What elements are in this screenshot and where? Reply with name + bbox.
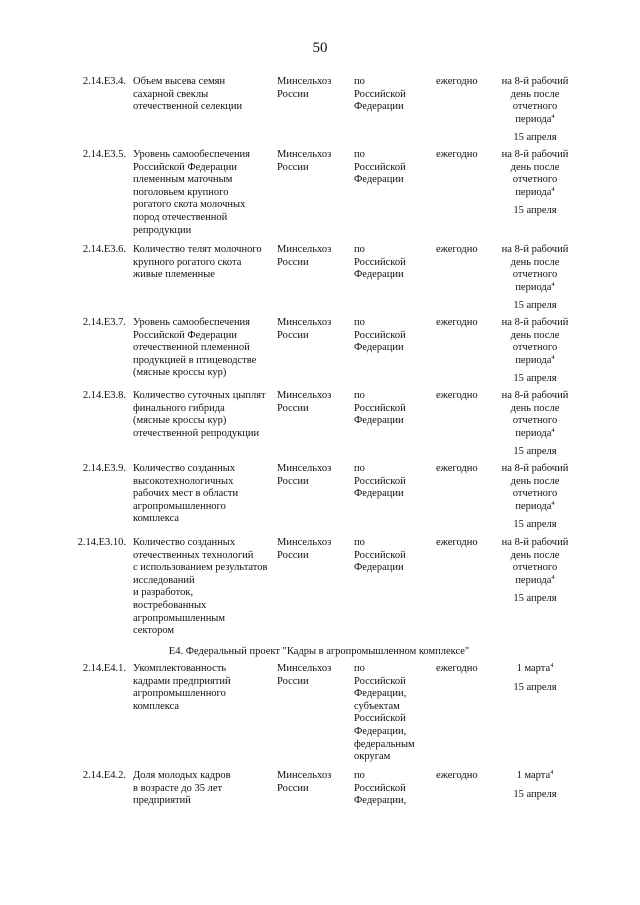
deadline: на 8-й рабочий день после отчетного периода$^4$ 15 апреля xyxy=(501,537,569,605)
indicator-name: Уровень самообеспечения Российской Федерации отечественной племенной продукцией в птицеводстве (мясные кроссы кур) xyxy=(133,317,257,379)
footnote-marker: 4 xyxy=(551,280,555,288)
periodicity: ежегодно xyxy=(436,244,478,255)
responsible-agency: Минсельхоз России xyxy=(277,770,332,794)
responsible-agency: Минсельхоз России xyxy=(277,317,332,341)
deadline: 1 марта$^4$ 15 апреля xyxy=(513,662,557,693)
section-title: Е4. Федеральный проект "Кадры в агропромышленном комплексе" xyxy=(168,646,470,657)
indicator-code: 2.14.Е3.9. xyxy=(82,463,126,474)
responsible-agency: Минсельхоз России xyxy=(277,390,332,414)
indicator-code: 2.14.Е4.2. xyxy=(82,770,126,781)
aggregation-level: по Российской Федерации, xyxy=(354,770,407,807)
periodicity: ежегодно xyxy=(436,463,478,474)
aggregation-level: по Российской Федерации, субъектам Российской Федерации, федеральным округам xyxy=(354,663,415,763)
indicator-name: Укомплектованность кадрами предприятий агропромышленного комплекса xyxy=(133,663,231,712)
periodicity: ежегодно xyxy=(436,663,478,674)
indicator-name: Объем высева семян сахарной свеклы отечественной селекции xyxy=(133,76,243,113)
aggregation-level: по Российской Федерации xyxy=(354,390,406,427)
aggregation-level: по Российской Федерации xyxy=(354,317,406,354)
periodicity: ежегодно xyxy=(436,149,478,160)
aggregation-level: по Российской Федерации xyxy=(354,149,406,186)
indicator-name: Количество суточных цыплят финального гибрида (мясные кроссы кур) отечественной репродукции xyxy=(133,390,266,439)
indicator-code: 2.14.Е3.6. xyxy=(82,244,126,255)
aggregation-level: по Российской Федерации xyxy=(354,76,406,113)
periodicity: ежегодно xyxy=(436,317,478,328)
deadline: 1 марта$^4$ 15 апреля xyxy=(513,769,557,800)
deadline: на 8-й рабочий день после отчетного периода$^4$ 15 апреля xyxy=(501,463,569,531)
indicator-name: Количество созданных отечественных технологий с использованием результатов исследований и разработок, востребованных агропромышленным сектором xyxy=(133,537,268,637)
deadline: на 8-й рабочий день после отчетного периода$^4$ 15 апреля xyxy=(501,317,569,385)
indicator-name: Количество созданных высокотехнологичных рабочих мест в области агропромышленного комплекса xyxy=(133,463,239,525)
footnote-marker: 4 xyxy=(551,426,555,434)
aggregation-level: по Российской Федерации xyxy=(354,244,406,281)
periodicity: ежегодно xyxy=(436,390,478,401)
footnote-marker: 4 xyxy=(551,499,555,507)
indicator-name: Доля молодых кадров в возрасте до 35 лет предприятий xyxy=(133,770,231,807)
indicator-code: 2.14.Е4.1. xyxy=(82,663,126,674)
deadline: на 8-й рабочий день после отчетного периода$^4$ 15 апреля xyxy=(501,244,569,312)
indicator-code: 2.14.Е3.7. xyxy=(82,317,126,328)
deadline: на 8-й рабочий день после отчетного периода$^4$ 15 апреля xyxy=(501,76,569,144)
footnote-marker: 4 xyxy=(551,353,555,361)
periodicity: ежегодно xyxy=(436,76,478,87)
indicator-code: 2.14.Е3.10. xyxy=(77,537,126,548)
deadline: на 8-й рабочий день после отчетного периода$^4$ 15 апреля xyxy=(501,149,569,217)
responsible-agency: Минсельхоз России xyxy=(277,463,332,487)
aggregation-level: по Российской Федерации xyxy=(354,463,406,500)
responsible-agency: Минсельхоз России xyxy=(277,76,332,100)
footnote-marker: 4 xyxy=(550,662,554,669)
footnote-marker: 4 xyxy=(550,769,554,776)
footnote-marker: 4 xyxy=(551,573,555,581)
indicator-name: Количество телят молочного крупного рогатого скота живые племенные xyxy=(133,244,262,281)
responsible-agency: Минсельхоз России xyxy=(277,537,332,561)
indicator-code: 2.14.Е3.4. xyxy=(82,76,126,87)
indicator-code: 2.14.Е3.8. xyxy=(82,390,126,401)
periodicity: ежегодно xyxy=(436,770,478,781)
page-number: 50 xyxy=(312,40,328,56)
footnote-marker: 4 xyxy=(551,185,555,193)
periodicity: ежегодно xyxy=(436,537,478,548)
indicator-code: 2.14.Е3.5. xyxy=(82,149,126,160)
aggregation-level: по Российской Федерации xyxy=(354,537,406,574)
indicator-name: Уровень самообеспечения Российской Федерации племенным маточным поголовьем крупного рогатого скота молочных пород отечественной репродукции xyxy=(133,149,251,236)
responsible-agency: Минсельхоз России xyxy=(277,663,332,687)
footnote-marker: 4 xyxy=(551,112,555,120)
responsible-agency: Минсельхоз России xyxy=(277,244,332,268)
deadline: на 8-й рабочий день после отчетного периода$^4$ 15 апреля xyxy=(501,390,569,458)
responsible-agency: Минсельхоз России xyxy=(277,149,332,173)
